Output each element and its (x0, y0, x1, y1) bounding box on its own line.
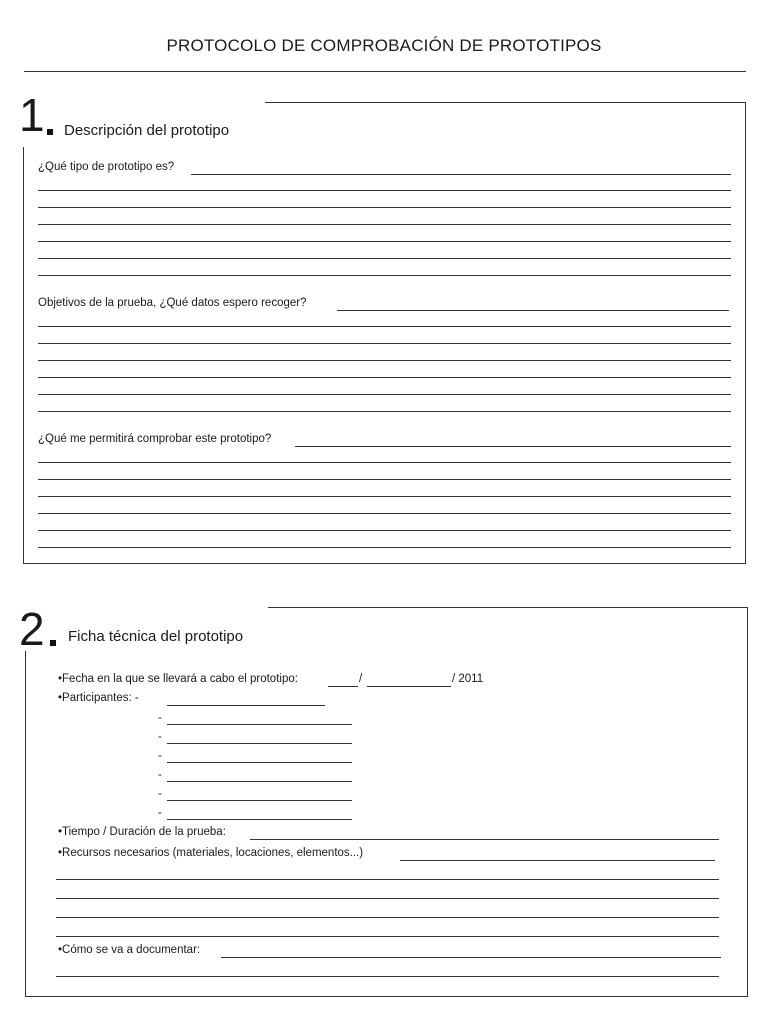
section-1-border-left (23, 147, 24, 564)
answer-line[interactable] (38, 496, 731, 497)
section-1-number: 1 (19, 89, 45, 141)
participant-field[interactable] (167, 724, 352, 725)
answer-line[interactable] (295, 446, 731, 447)
section-2-border-top (268, 607, 748, 608)
participant-dash: - (158, 788, 162, 800)
fecha-separator: / (359, 673, 363, 685)
recursos-field[interactable] (400, 860, 715, 861)
recursos-line[interactable] (56, 879, 719, 880)
participant-field[interactable] (167, 819, 352, 820)
fecha-year: / 2011 (452, 673, 484, 685)
section-2-border-left (25, 651, 26, 997)
participant-field[interactable] (167, 762, 352, 763)
recursos-line[interactable] (56, 936, 719, 937)
answer-line[interactable] (38, 190, 731, 191)
answer-line[interactable] (38, 479, 731, 480)
section-1-border-top (265, 102, 746, 103)
section-2-title: Ficha técnica del prototipo (68, 628, 244, 645)
answer-line[interactable] (38, 343, 731, 344)
participant-dash: - (158, 731, 162, 743)
section-2-number-dot (50, 640, 56, 646)
section-1-border-right (745, 102, 746, 564)
section-1-border-bottom (23, 563, 746, 564)
answer-line[interactable] (191, 174, 731, 175)
section-1-title: Descripción del prototipo (64, 122, 230, 139)
section-2-number: 2 (19, 603, 45, 655)
tiempo-field[interactable] (250, 839, 719, 840)
documentar-field[interactable] (221, 957, 721, 958)
answer-line[interactable] (38, 241, 731, 242)
page-title: PROTOCOLO DE COMPROBACIÓN DE PROTOTIPOS (166, 36, 602, 55)
participant-field[interactable] (167, 781, 352, 782)
documentar-label: •Cómo se va a documentar: (58, 944, 201, 956)
participant-dash: - (158, 712, 162, 724)
answer-line[interactable] (38, 377, 731, 378)
answer-line[interactable] (38, 224, 731, 225)
question-test-objectives: Objetivos de la prueba, ¿Qué datos espero recoger? (38, 297, 307, 309)
answer-line[interactable] (38, 258, 731, 259)
section-2-border-bottom (25, 996, 748, 997)
answer-line[interactable] (38, 326, 731, 327)
recursos-line[interactable] (56, 917, 719, 918)
answer-line[interactable] (38, 275, 731, 276)
question-prototype-type: ¿Qué tipo de prototipo es? (38, 161, 175, 173)
answer-line[interactable] (38, 207, 731, 208)
participant-field[interactable] (167, 705, 325, 706)
answer-line[interactable] (38, 411, 731, 412)
participant-field[interactable] (167, 800, 352, 801)
answer-line[interactable] (38, 530, 731, 531)
answer-line[interactable] (38, 547, 731, 548)
answer-line[interactable] (38, 394, 731, 395)
question-what-verify: ¿Qué me permitirá comprobar este prototipo? (38, 433, 272, 445)
section-2-border-right (747, 607, 748, 997)
participant-dash: - (158, 807, 162, 819)
answer-line[interactable] (38, 462, 731, 463)
participant-dash: - (158, 769, 162, 781)
fecha-label: •Fecha en la que se llevará a cabo el prototipo: (58, 673, 298, 685)
section-1-number-dot (47, 129, 53, 135)
recursos-line[interactable] (56, 898, 719, 899)
recursos-label: •Recursos necesarios (materiales, locaciones, elementos...) (58, 847, 364, 859)
fecha-month-field[interactable] (367, 686, 451, 687)
participant-field[interactable] (167, 743, 352, 744)
title-divider (24, 71, 746, 72)
answer-line[interactable] (38, 360, 731, 361)
participant-dash: - (158, 750, 162, 762)
answer-line[interactable] (38, 513, 731, 514)
fecha-day-field[interactable] (328, 686, 358, 687)
answer-line[interactable] (337, 310, 729, 311)
participantes-label: •Participantes: - (58, 692, 139, 704)
tiempo-label: •Tiempo / Duración de la prueba: (58, 826, 226, 838)
documentar-line[interactable] (56, 976, 719, 977)
